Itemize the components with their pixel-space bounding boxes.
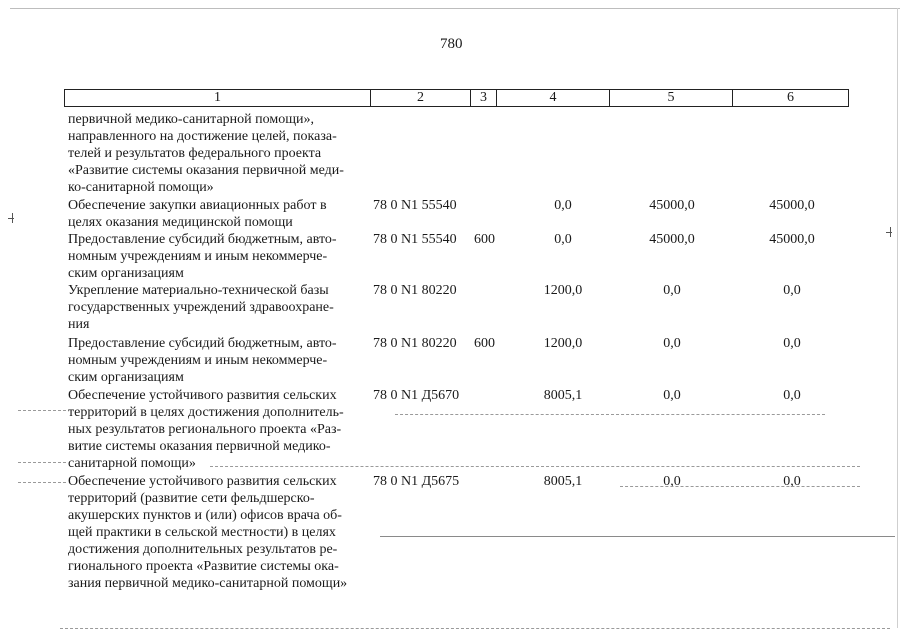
row-name <box>68 335 364 386</box>
row-name-line: ния <box>68 317 90 332</box>
row-name-line: территорий в целях достижения дополнитель- <box>68 405 344 420</box>
row-name-line: ским организациям <box>68 370 184 385</box>
row-value-4: 0,0 <box>554 232 572 247</box>
row-value-6: 45000,0 <box>769 198 815 213</box>
table-header <box>64 89 849 107</box>
scan-artifact-line <box>380 536 895 537</box>
row-name-line: территорий (развитие сети фельдшерско- <box>68 491 315 506</box>
row-name-line: Предоставление субсидий бюджетным, авто- <box>68 232 337 247</box>
row-code: 78 0 N1 55540 <box>373 198 457 213</box>
row-value-5: 0,0 <box>663 388 681 403</box>
row-value-4: 1200,0 <box>543 283 583 298</box>
row-name-line: ных результатов регионального проекта «Раз- <box>68 422 342 437</box>
margin-tick <box>8 218 14 219</box>
row-name-line: Предоставление субсидий бюджетным, авто- <box>68 336 337 351</box>
row-name-line: ко-санитарной помощи» <box>68 180 214 195</box>
row-code: 78 0 N1 Д5670 <box>373 388 460 403</box>
row-name-line: «Развитие системы оказания первичной меди- <box>68 163 344 178</box>
scan-artifact-line <box>210 466 860 467</box>
row-name-line: Укрепление материально-технической базы <box>68 283 329 298</box>
header-col-2: 2 <box>371 90 471 106</box>
row-name <box>68 197 364 231</box>
header-col-5: 5 <box>610 90 733 106</box>
row-name <box>68 282 364 333</box>
row-name-line: Обеспечение устойчивого развития сельских <box>68 388 337 403</box>
row-value-5: 45000,0 <box>649 198 695 213</box>
row-code: 78 0 N1 55540 <box>373 232 457 247</box>
scan-artifact-line <box>18 462 66 463</box>
margin-tick <box>886 232 892 233</box>
row-value-4: 8005,1 <box>543 474 583 489</box>
header-col-4: 4 <box>497 90 610 106</box>
row-name-line: санитарной помощи» <box>68 456 196 471</box>
row-value-6: 45000,0 <box>769 232 815 247</box>
row-code: 78 0 N1 80220 <box>373 283 457 298</box>
row-value-4: 1200,0 <box>543 336 583 351</box>
row-name-line: щей практики в сельской местности) в целях <box>68 525 336 540</box>
row-name-line: гионального проекта «Развитие системы ока- <box>68 559 339 574</box>
header-col-3: 3 <box>471 90 497 106</box>
row-value-5: 0,0 <box>663 474 681 489</box>
row-value-4: 8005,1 <box>543 388 583 403</box>
header-col-6: 6 <box>787 90 794 105</box>
page-edge-right <box>897 8 898 628</box>
row-value-6: 0,0 <box>783 388 801 403</box>
row-value-5: 45000,0 <box>649 232 695 247</box>
margin-tick <box>890 227 891 237</box>
row-name-line: номным учреждениям и иным некоммерче- <box>68 249 328 264</box>
row-name <box>68 473 364 592</box>
page-number: 780 <box>440 36 463 52</box>
row-name-line: номным учреждениям и иным некоммерче- <box>68 353 328 368</box>
header-col-1: 1 <box>65 90 371 106</box>
scan-artifact-line <box>18 482 66 483</box>
row-type: 600 <box>474 232 495 247</box>
row-value-6: 0,0 <box>783 336 801 351</box>
row-name-line: витие системы оказания первичной медико- <box>68 439 331 454</box>
row-name-line: первичной медико-санитарной помощи», <box>68 112 315 127</box>
row-name-line: зания первичной медико-санитарной помощи» <box>68 576 348 591</box>
row-name <box>68 231 364 282</box>
row-name-line: Обеспечение устойчивого развития сельских <box>68 474 337 489</box>
row-name-line: достижения дополнительных результатов ре- <box>68 542 338 557</box>
row-code: 78 0 N1 Д5675 <box>373 474 460 489</box>
scan-artifact-line <box>395 414 825 415</box>
scan-artifact-line <box>60 628 890 629</box>
row-name-line: ским организациям <box>68 266 184 281</box>
row-name-line: акушерских пунктов и (или) офисов врача об- <box>68 508 342 523</box>
row-name-line: государственных учреждений здравоохране- <box>68 300 334 315</box>
row-value-4: 0,0 <box>554 198 572 213</box>
row-name <box>68 111 364 196</box>
row-name-line: направленного на достижение целей, показа- <box>68 129 337 144</box>
scan-artifact-line <box>18 410 66 411</box>
row-name-line: целях оказания медицинской помощи <box>68 215 293 230</box>
row-value-5: 0,0 <box>663 283 681 298</box>
row-code: 78 0 N1 80220 <box>373 336 457 351</box>
row-value-5: 0,0 <box>663 336 681 351</box>
row-value-6: 0,0 <box>783 283 801 298</box>
scan-artifact-line <box>620 486 860 487</box>
page-edge-top <box>10 8 900 9</box>
row-type: 600 <box>474 336 495 351</box>
row-name <box>68 387 364 472</box>
row-value-6: 0,0 <box>783 474 801 489</box>
margin-tick <box>12 213 13 223</box>
row-name-line: Обеспечение закупки авиационных работ в <box>68 198 327 213</box>
row-name-line: телей и результатов федерального проекта <box>68 146 322 161</box>
